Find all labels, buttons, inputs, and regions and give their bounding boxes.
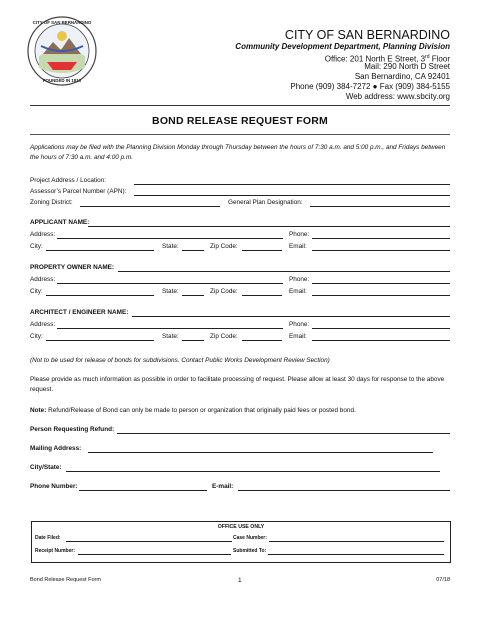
phone-number-label: Phone Number: [30,483,78,490]
architect-phone-label: Phone: [289,321,310,328]
architect-name-field[interactable] [132,316,450,317]
date-filed-field[interactable] [66,541,232,542]
general-plan-label: General Plan Designation: [228,199,303,206]
applicant-name-field[interactable] [88,226,450,227]
email-label: E-mail: [212,483,234,490]
city-seal-logo [27,16,97,86]
footer-revision-date: 07/18 [436,577,450,583]
submitted-to-label: Submitted To: [233,548,267,554]
architect-email-label: Email: [289,333,307,340]
architect-name-label: ARCHITECT / ENGINEER NAME: [30,309,129,316]
architect-city-field[interactable] [46,340,154,341]
refund-note: Note: Refund/Release of Bond can only be made to person or organization that originally paid fees or posted bond. [30,407,356,414]
receipt-number-field[interactable] [78,554,231,555]
owner-address-label: Address: [30,276,56,283]
zoning-label: Zoning District: [30,199,73,206]
owner-email-label: Email: [289,288,307,295]
header-divider [30,105,450,106]
applicant-phone-label: Phone: [289,231,310,238]
footer-form-name: Bond Release Request Form [30,577,101,583]
project-address-field[interactable] [134,184,450,185]
applicant-phone-field[interactable] [312,238,450,239]
project-address-label: Project Address / Location: [30,177,107,184]
owner-name-field[interactable] [118,271,450,272]
case-number-field[interactable] [269,541,444,542]
architect-zip-label: Zip Code: [210,333,238,340]
architect-address-field[interactable] [57,328,283,329]
applicant-address-field[interactable] [57,238,283,239]
applicant-city-field[interactable] [46,250,154,251]
person-requesting-label: Person Requesting Refund: [30,426,115,433]
instructions-text: Please provide as much information as possible in order to facilitate processing of request. Please allow at least 30 days for response to the above request. [30,376,445,393]
architect-city-label: City: [30,333,43,340]
apn-label: Assessor’s Parcel Number (APN): [30,188,127,195]
owner-email-field[interactable] [312,295,450,296]
owner-phone-field[interactable] [312,283,450,284]
applicant-city-label: City: [30,243,43,250]
owner-phone-label: Phone: [289,276,310,283]
architect-address-label: Address: [30,321,56,328]
architect-phone-field[interactable] [312,328,450,329]
applicant-zip-label: Zip Code: [210,243,238,250]
owner-zip-field[interactable] [242,295,282,296]
case-number-label: Case Number: [233,535,267,541]
architect-state-field[interactable] [182,340,204,341]
phone-number-field[interactable] [79,490,207,491]
applicant-state-label: State: [162,243,179,250]
owner-city-label: City: [30,288,43,295]
city-name: CITY OF SAN BERNARDINO [284,28,450,42]
footer-page-number: 1 [238,577,242,584]
zoning-field[interactable] [80,206,220,207]
applicant-name-label: APPLICANT NAME: [30,219,90,226]
applicant-email-label: Email: [289,243,307,250]
applicant-address-label: Address: [30,231,56,238]
architect-state-label: State: [162,333,179,340]
apn-field[interactable] [134,195,450,196]
owner-address-field[interactable] [57,283,283,284]
form-title: BOND RELEASE REQUEST FORM [152,115,328,127]
owner-zip-label: Zip Code: [210,288,238,295]
phone-fax: Phone (909) 384-7272 ● Fax (909) 384-5155 [290,82,450,91]
city-state-label: City/State: [30,464,62,471]
applicant-state-field[interactable] [182,250,204,251]
owner-city-field[interactable] [46,295,154,296]
email-field[interactable] [238,490,450,491]
owner-state-label: State: [162,288,179,295]
mail-address: Mail: 290 North D Street [364,62,450,71]
owner-name-label: PROPERTY OWNER NAME: [30,264,115,271]
intro-text: Applications may be filed with the Planning Division Monday through Thursday between the hours of 7:30 a.m. and 5:00 p.m., and Fridays between the hours of 7:30 a.m. and 4:00 p.m. [30,144,446,161]
mailing-address-field[interactable] [88,452,433,453]
architect-email-field[interactable] [312,340,450,341]
person-requesting-field[interactable] [117,433,450,434]
general-plan-field[interactable] [310,206,450,207]
applicant-zip-field[interactable] [242,250,282,251]
mailing-address-label: Mailing Address: [30,445,82,452]
office-address: Office: 201 North E Street, 3rd Floor [324,54,450,64]
svg-text:CITY OF SAN BERNARDINO: CITY OF SAN BERNARDINO [32,20,92,25]
department-name: Community Development Department, Planning Division [235,42,450,51]
city-state-zip: San Bernardino, CA 92401 [354,72,450,81]
architect-zip-field[interactable] [242,340,282,341]
receipt-number-label: Receipt Number: [35,548,76,554]
svg-text:FOUNDED IN 1810: FOUNDED IN 1810 [42,78,82,83]
applicant-email-field[interactable] [312,250,450,251]
submitted-to-field[interactable] [268,554,444,555]
office-use-box [31,521,451,563]
subdivision-note: (Not to be used for release of bonds for subdivisions. Contact Public Works Development Review Section) [30,357,330,364]
date-filed-label: Date Filed: [35,535,61,541]
title-divider [30,134,450,135]
city-state-field[interactable] [66,471,440,472]
owner-state-field[interactable] [182,295,204,296]
web-address: Web address: www.sbcity.org [345,92,450,101]
office-use-title: OFFICE USE ONLY [217,524,265,530]
